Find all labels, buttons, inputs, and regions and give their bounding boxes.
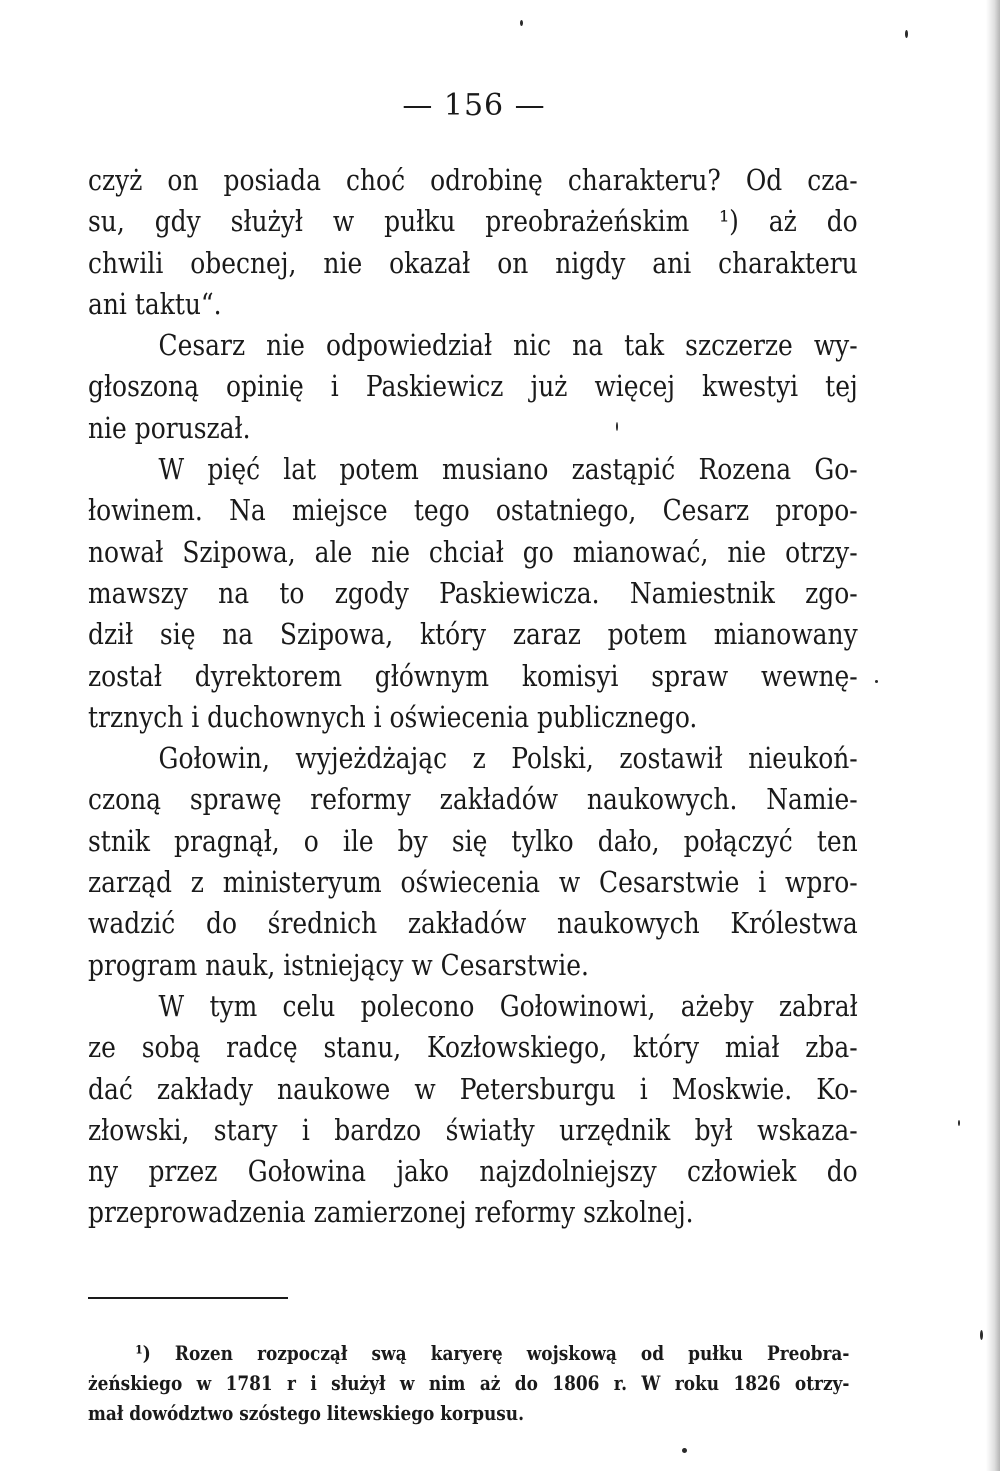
text-line: został dyrektorem głównym komisyi spraw wewnę- xyxy=(88,658,858,693)
text-line: Cesarz nie odpowiedział nic na tak szczerze wy- xyxy=(158,328,858,363)
text-line: chwili obecnej, nie okazał on nigdy ani charakteru xyxy=(88,245,858,280)
text-line: nował Szipowa, ale nie chciał go mianować, nie otrzy- xyxy=(88,534,858,569)
paragraph xyxy=(88,986,858,1234)
text-line: dził się na Szipowa, który zaraz potem mianowany xyxy=(88,617,858,652)
paragraph xyxy=(88,325,858,449)
text-line: dać zakłady naukowe w Petersburgu i Moskwie. Ko- xyxy=(88,1071,858,1106)
paragraph xyxy=(88,449,858,738)
speck xyxy=(905,30,908,38)
text-line: stnik pragnął, o ile by się tylko dało, połączyć ten xyxy=(88,823,858,858)
text-line: czyż on posiada choć odrobinę charakteru? Od cza- xyxy=(88,163,858,197)
text-line: ny przez Gołowina jako najzdolniejszy człowiek do xyxy=(88,1154,858,1189)
text-line: W tym celu polecono Gołowinowi, ażeby zabrał xyxy=(158,988,858,1023)
text-line: trznych i duchownych i oświecenia publicznego. xyxy=(88,699,698,734)
text-line: su, gdy służył w pułku preobrażeńskim ¹) aż do xyxy=(88,204,858,239)
text-line: ze sobą radcę stanu, Kozłowskiego, który miał zba- xyxy=(88,1030,858,1065)
text-line: program nauk, istniejący w Cesarstwie. xyxy=(88,947,589,982)
footnote-separator xyxy=(88,1297,288,1299)
speck xyxy=(616,422,618,431)
text-line: przeprowadzenia zamierzonej reformy szkolnej. xyxy=(88,1195,694,1230)
speck xyxy=(875,680,878,683)
page-edge-shadow xyxy=(986,0,1000,1471)
footnote xyxy=(88,1338,849,1428)
footnote-line: żeńskiego w 1781 r i służył w nim aż do 1806 r. W roku 1826 otrzy- xyxy=(88,1371,850,1395)
text-line: złowski, stary i bardzo światły urzędnik był wskaza- xyxy=(88,1112,858,1147)
speck xyxy=(958,1120,960,1126)
speck xyxy=(520,20,523,26)
speck xyxy=(980,1330,983,1340)
text-line: nie poruszał. xyxy=(88,410,251,445)
main-text xyxy=(88,160,858,1234)
footnote-line: mał dowództwo szóstego litewskiego korpusu. xyxy=(88,1401,524,1425)
page-number: — 156 — xyxy=(402,88,546,123)
footnote-line: ¹) Rozen rozpoczął swą karyerę wojskową od pułku Preobra- xyxy=(135,1341,850,1365)
text-line: czoną sprawę reformy zakładów naukowych. Namie- xyxy=(88,782,858,817)
paragraph xyxy=(88,738,858,986)
text-line: W pięć lat potem musiano zastąpić Rozena Go- xyxy=(158,452,858,487)
text-line: Gołowin, wyjeżdżając z Polski, zostawił nieukoń- xyxy=(158,741,858,776)
text-line: wadzić do średnich zakładów naukowych Królestwa xyxy=(88,906,858,941)
text-line: łowinem. Na miejsce tego ostatniego, Cesarz propo- xyxy=(88,493,858,528)
speck xyxy=(682,1448,687,1453)
text-line: zarząd z ministeryum oświecenia w Cesarstwie i wpro- xyxy=(88,865,858,900)
text-line: głoszoną opinię i Paskiewicz już więcej kwestyi tej xyxy=(88,369,858,404)
text-line: mawszy na to zgody Paskiewicza. Namiestnik zgo- xyxy=(88,575,858,610)
text-line: ani taktu“. xyxy=(88,286,222,321)
paragraph xyxy=(88,160,858,325)
